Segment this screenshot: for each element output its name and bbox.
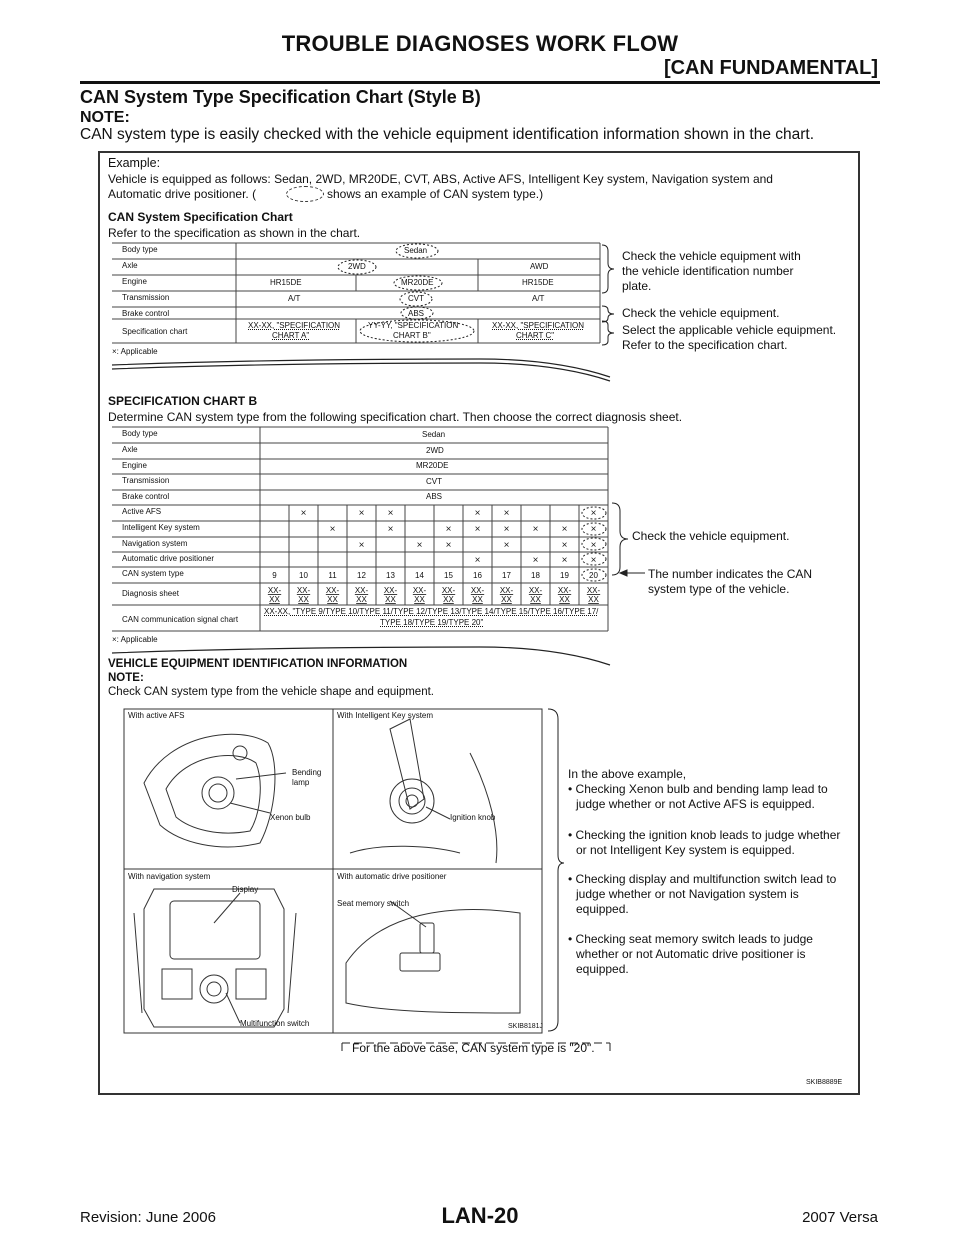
chart1-engine-3: HR15DE (522, 278, 554, 287)
chart2-brake-value: ABS (426, 492, 443, 501)
chart2-row-nav: Navigation system (122, 539, 188, 548)
chart1-axle-awd: AWD (530, 262, 549, 271)
chart1-spec-b-1: YY-YY, "SPECIFICATION (368, 321, 459, 330)
chart2-diagnosis-sheet-link[interactable]: XX- (441, 586, 456, 595)
callout-seat: Seat memory switch (337, 899, 410, 908)
chart2-applicable-mark: × (358, 540, 365, 551)
chart2-diagnosis-sheet-link[interactable]: XX- (267, 586, 282, 595)
expl-b4b: whether or not Automatic drive positioner is (576, 947, 806, 961)
chart2-applicable-mark: × (503, 508, 510, 519)
chart1-row-brake: Brake control (122, 309, 170, 318)
chart2-intro: Determine CAN system type from the following specification chart. Then choose the correct diagnosis sheet. (108, 410, 683, 424)
chart2-diagnosis-sheet-link[interactable]: XX (559, 595, 570, 604)
expl-b2a: • Checking the ignition knob leads to judge whether (568, 828, 841, 842)
chart1-trans-1: A/T (288, 294, 301, 303)
inner-figure-code: SKIB8181J (508, 1023, 544, 1030)
example-line-1: Vehicle is equipped as follows: Sedan, 2WD, MR20DE, CVT, ABS, Active AFS, Intelligent Key system, Navigation system and (108, 172, 773, 186)
chart1-title: CAN System Specification Chart (108, 210, 293, 224)
chart2-applicable-mark: × (445, 540, 452, 551)
chart2-note-2a: The number indicates the CAN (648, 567, 813, 581)
figure-code: SKIB8889E (806, 1079, 843, 1086)
chart1-legend: ×: Applicable (112, 347, 158, 356)
chart2-can-type: 13 (386, 571, 395, 580)
chart1-engine-2: MR20DE (401, 278, 434, 287)
footer-page-number: LAN-20 (441, 1203, 519, 1228)
chart2-can-type: 9 (272, 571, 277, 580)
chart1-note-1b: the vehicle identification number (622, 264, 794, 278)
chart1-row-axle: Axle (122, 261, 138, 270)
chart2-applicable-mark: × (532, 555, 539, 566)
example-line-2b: shows an example of CAN system type.) (327, 187, 544, 201)
note-label: NOTE: (80, 109, 130, 126)
chart2-diagnosis-sheet-link[interactable]: XX- (296, 586, 311, 595)
chart2-can-type: 11 (328, 571, 337, 580)
footer-revision: Revision: June 2006 (80, 1209, 216, 1226)
chart1-brake-value: ABS (408, 309, 425, 318)
chart2-diagnosis-sheet-link[interactable]: XX (472, 595, 483, 604)
vei-note-label: NOTE: (108, 672, 144, 684)
chart2-diagnosis-sheet-link[interactable]: XX- (557, 586, 572, 595)
chart2-title: SPECIFICATION CHART B (108, 394, 258, 408)
chart2-signal-2: TYPE 18/TYPE 19/TYPE 20" (380, 618, 484, 627)
chart2-note-1: Check the vehicle equipment. (632, 529, 790, 543)
chart2-diagnosis-sheet-link[interactable]: XX (298, 595, 309, 604)
footer-model: 2007 Versa (802, 1209, 878, 1226)
page-header-section: [CAN FUNDAMENTAL] (663, 57, 878, 79)
chart2-can-type: 12 (357, 571, 366, 580)
chart1-note-1a: Check the vehicle equipment with (622, 249, 801, 263)
chart2-applicable-mark: × (300, 508, 307, 519)
chart1-body-value: Sedan (404, 246, 428, 255)
chart2-row-transmission: Transmission (122, 476, 170, 485)
expl-b4c: equipped. (576, 962, 629, 976)
chart2-diagnosis-sheet-link[interactable]: XX (327, 595, 338, 604)
callout-ignition: Ignition knob (450, 813, 496, 822)
chart2-row-brake: Brake control (122, 492, 170, 501)
note-text: CAN system type is easily checked with the vehicle equipment identification information shown in the chart. (80, 126, 815, 143)
chart2-applicable-mark: × (532, 524, 539, 535)
chart2-row-body: Body type (122, 429, 158, 438)
chart2-applicable-mark: × (561, 540, 568, 551)
section-title: CAN System Type Specification Chart (Style B) (80, 87, 481, 107)
chart2-can-type: 17 (502, 571, 511, 580)
chart1-spec-a-2: CHART A" (272, 331, 310, 340)
chart2-diagnosis-sheet-link[interactable]: XX- (528, 586, 543, 595)
chart2-applicable-mark: × (445, 524, 452, 535)
chart2-applicable-mark: × (561, 524, 568, 535)
chart1-axle-2wd: 2WD (348, 262, 366, 271)
conclusion-text: For the above case, CAN system type is "20". (352, 1041, 595, 1055)
chart2-can-type: 19 (560, 571, 569, 580)
chart2-can-type: 15 (444, 571, 453, 580)
chart2-trans-value: CVT (426, 477, 442, 486)
chart2-applicable-mark: × (590, 555, 597, 566)
header-rule (80, 81, 880, 84)
chart1-note-3a: Select the applicable vehicle equipment. (622, 323, 837, 337)
chart1-row-transmission: Transmission (122, 293, 170, 302)
panel-drive-positioner: With automatic drive positioner (337, 872, 447, 881)
chart2-applicable-mark: × (387, 524, 394, 535)
chart2-can-type: 20 (589, 571, 598, 580)
chart2-diagnosis-sheet-link[interactable]: XX (385, 595, 396, 604)
chart2-row-adp: Automatic drive positioner (122, 554, 215, 563)
chart2-diagnosis-sheet-link[interactable]: XX (530, 595, 541, 604)
chart2-diagnosis-sheet-link[interactable]: XX (443, 595, 454, 604)
chart2-applicable-mark: × (416, 540, 423, 551)
chart2-applicable-mark: × (503, 540, 510, 551)
chart2-diagnosis-sheet-link[interactable]: XX- (499, 586, 514, 595)
chart2-diagnosis-sheet-link[interactable]: XX- (383, 586, 398, 595)
chart1-spec-a-1: XX-XX, "SPECIFICATION (248, 321, 341, 330)
chart2-applicable-mark: × (590, 524, 597, 535)
chart1-trans-2: CVT (408, 294, 424, 303)
chart1-spec-c-1: XX-XX, "SPECIFICATION (492, 321, 585, 330)
expl-b3a: • Checking display and multifunction switch lead to (568, 872, 837, 886)
page-header-title: TROUBLE DIAGNOSES WORK FLOW (281, 31, 679, 56)
expl-b4a: • Checking seat memory switch leads to judge (568, 932, 813, 946)
panel-active-afs: With active AFS (128, 711, 185, 720)
chart1-spec-b-2: CHART B" (393, 331, 431, 340)
callout-bending: Bending (292, 768, 322, 777)
expl-b2b: or not Intelligent Key system is equipped. (576, 843, 795, 857)
chart2-diagnosis-sheet-link[interactable]: XX (269, 595, 280, 604)
chart2-diagnosis-sheet-link[interactable]: XX- (325, 586, 340, 595)
callout-multifunction: Multifunction switch (240, 1019, 310, 1028)
expl-b3b: judge whether or not Navigation system is (576, 887, 799, 901)
chart2-applicable-mark: × (329, 524, 336, 535)
chart2-applicable-mark: × (561, 555, 568, 566)
chart2-note-2b: system type of the vehicle. (648, 582, 790, 596)
chart2-row-afs: Active AFS (122, 507, 162, 516)
chart2-diagnosis-sheet-link[interactable]: XX (414, 595, 425, 604)
panel-intelligent-key: With Intelligent Key system (337, 711, 434, 720)
chart1-row-body: Body type (122, 245, 158, 254)
chart2-row-axle: Axle (122, 445, 138, 454)
panel-navigation: With navigation system (128, 872, 211, 881)
callout-display: Display (232, 885, 259, 894)
chart2-diagnosis-sheet-link[interactable]: XX (356, 595, 367, 604)
vei-note-text: Check CAN system type from the vehicle shape and equipment. (108, 686, 434, 698)
callout-xenon: Xenon bulb (270, 813, 311, 822)
chart1-note-1c: plate. (622, 279, 652, 293)
chart2-can-type: 18 (531, 571, 540, 580)
chart1-intro: Refer to the specification as shown in the chart. (108, 226, 361, 240)
chart2-diagnosis-sheet-link[interactable]: XX (588, 595, 599, 604)
chart1-row-engine: Engine (122, 277, 147, 286)
chart1-note-3b: Refer to the specification chart. (622, 338, 788, 352)
expl-b1a: • Checking Xenon bulb and bending lamp lead to (568, 782, 828, 796)
chart2-diagnosis-sheet-link[interactable]: XX- (586, 586, 601, 595)
chart1-row-spec: Specification chart (122, 327, 188, 336)
callout-lamp: lamp (292, 778, 310, 787)
chart2-applicable-mark: × (590, 540, 597, 551)
example-line-2a: Automatic drive positioner. ( (108, 187, 257, 201)
chart2-applicable-mark: × (358, 508, 365, 519)
chart1-note-2: Check the vehicle equipment. (622, 306, 780, 320)
chart2-can-type: 16 (473, 571, 482, 580)
expl-intro: In the above example, (568, 767, 687, 781)
chart2-applicable-mark: × (474, 524, 481, 535)
chart2-applicable-mark: × (387, 508, 394, 519)
chart2-applicable-mark: × (503, 524, 510, 535)
chart2-applicable-mark: × (590, 508, 597, 519)
chart1-spec-c-2: CHART C" (516, 331, 555, 340)
expl-b1b: judge whether or not Active AFS is equipped. (576, 797, 815, 811)
chart1-engine-1: HR15DE (270, 278, 302, 287)
chart2-row-engine: Engine (122, 461, 147, 470)
chart2-can-type: 10 (299, 571, 308, 580)
vei-title: VEHICLE EQUIPMENT IDENTIFICATION INFORMATION (108, 658, 408, 670)
chart2-applicable-mark: × (474, 508, 481, 519)
chart2-row-type: CAN system type (122, 569, 184, 578)
chart1-trans-3: A/T (532, 294, 545, 303)
chart2-can-type: 14 (415, 571, 424, 580)
chart2-row-ikey: Intelligent Key system (122, 523, 200, 532)
chart2-legend: ×: Applicable (112, 635, 158, 644)
chart2-row-signal: CAN communication signal chart (122, 615, 239, 624)
chart2-signal-1: XX-XX, "TYPE 9/TYPE 10/TYPE 11/TYPE 12/TYPE 13/TYPE 14/TYPE 15/TYPE 16/TYPE 17/ (264, 607, 599, 616)
chart2-axle-value: 2WD (426, 446, 444, 455)
chart2-engine-value: MR20DE (416, 461, 449, 470)
chart2-row-diag: Diagnosis sheet (122, 589, 179, 598)
spec-chart-figure (98, 151, 860, 1095)
chart2-diagnosis-sheet-link[interactable]: XX- (354, 586, 369, 595)
chart2-diagnosis-sheet-link[interactable]: XX- (470, 586, 485, 595)
expl-b3c: equipped. (576, 902, 629, 916)
chart2-applicable-mark: × (474, 555, 481, 566)
example-label: Example: (108, 156, 161, 170)
chart2-body-value: Sedan (422, 430, 446, 439)
chart2-diagnosis-sheet-link[interactable]: XX- (412, 586, 427, 595)
chart2-diagnosis-sheet-link[interactable]: XX (501, 595, 512, 604)
